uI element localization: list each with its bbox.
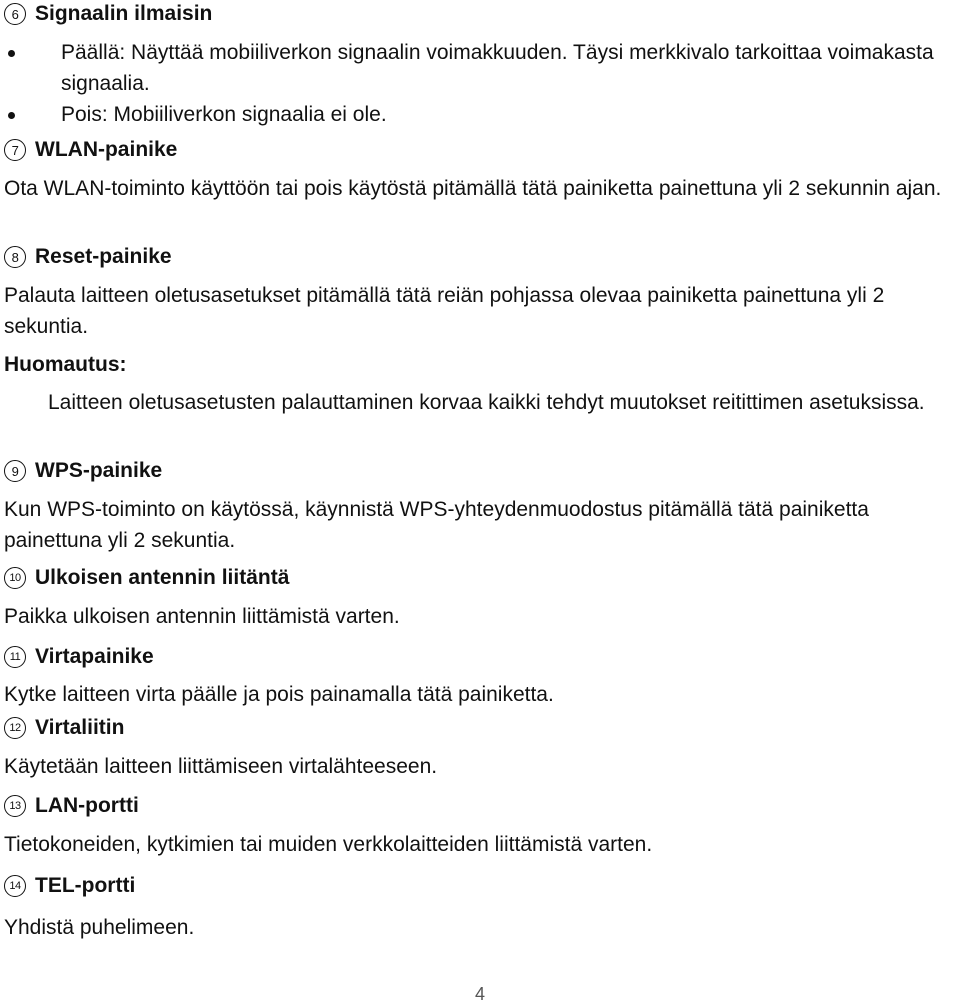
heading-signal-indicator <box>4 2 212 26</box>
heading-title: Ulkoisen antennin liitäntä <box>35 566 290 589</box>
paragraph: Palauta laitteen oletusasetukset pitämällä tätä reiän pohjassa olevaa painiketta painettuna yli 2 sekuntia. <box>4 284 885 338</box>
paragraph: Käytetään laitteen liittämiseen virtalähteeseen. <box>4 755 438 778</box>
bullet-item <box>61 37 941 99</box>
heading-power-button <box>4 645 154 669</box>
heading-title: Virtapainike <box>35 645 154 668</box>
paragraph: Kytke laitteen virta päälle ja pois painamalla tätä painiketta. <box>4 683 554 706</box>
note-label: Huomautus: <box>4 353 127 376</box>
paragraph: Yhdistä puhelimeen. <box>4 916 195 939</box>
circled-number: 11 <box>4 646 26 668</box>
circled-number: 13 <box>4 795 26 817</box>
heading-power-connector <box>4 716 124 740</box>
heading-title: LAN-portti <box>35 794 139 817</box>
heading-external-antenna <box>4 566 289 590</box>
bullet-text: Päällä: Näyttää mobiiliverkon signaalin voimakkuuden. Täysi merkkivalo tarkoittaa voimakasta signaalia. <box>61 41 934 95</box>
circled-number: 6 <box>4 3 26 25</box>
bullet-item <box>61 99 941 130</box>
heading-title: WLAN-painike <box>35 138 178 161</box>
heading-title: TEL-portti <box>35 874 136 897</box>
bullet-icon <box>8 50 15 57</box>
circled-number: 9 <box>4 460 26 482</box>
circled-number: 14 <box>4 875 26 897</box>
heading-title: Signaalin ilmaisin <box>35 2 213 25</box>
heading-tel-port <box>4 874 135 898</box>
heading-title: Virtaliitin <box>35 716 125 739</box>
page-number: 4 <box>474 984 485 1004</box>
heading-wps-button <box>4 459 162 483</box>
paragraph: Ota WLAN-toiminto käyttöön tai pois käytöstä pitämällä tätä painiketta painettuna yli 2 sekunnin ajan. <box>4 177 942 200</box>
circled-number: 8 <box>4 246 26 268</box>
note-text: Laitteen oletusasetusten palauttaminen korvaa kaikki tehdyt muutokset reitittimen asetuksissa. <box>48 391 925 414</box>
heading-title: WPS-painike <box>35 459 163 482</box>
heading-reset-button <box>4 245 172 269</box>
heading-lan-port <box>4 794 139 818</box>
paragraph: Tietokoneiden, kytkimien tai muiden verkkolaitteiden liittämistä varten. <box>4 833 653 856</box>
bullet-icon <box>8 112 15 119</box>
circled-number: 7 <box>4 139 26 161</box>
bullet-text: Pois: Mobiiliverkon signaalia ei ole. <box>61 103 387 126</box>
heading-wlan-button <box>4 138 177 162</box>
heading-title: Reset-painike <box>35 245 172 268</box>
paragraph: Paikka ulkoisen antennin liittämistä varten. <box>4 605 400 628</box>
paragraph: Kun WPS-toiminto on käytössä, käynnistä WPS-yhteydenmuodostus pitämällä tätä painiketta painettuna yli 2 sekuntia. <box>4 498 869 552</box>
circled-number: 10 <box>4 567 26 589</box>
circled-number: 12 <box>4 717 26 739</box>
